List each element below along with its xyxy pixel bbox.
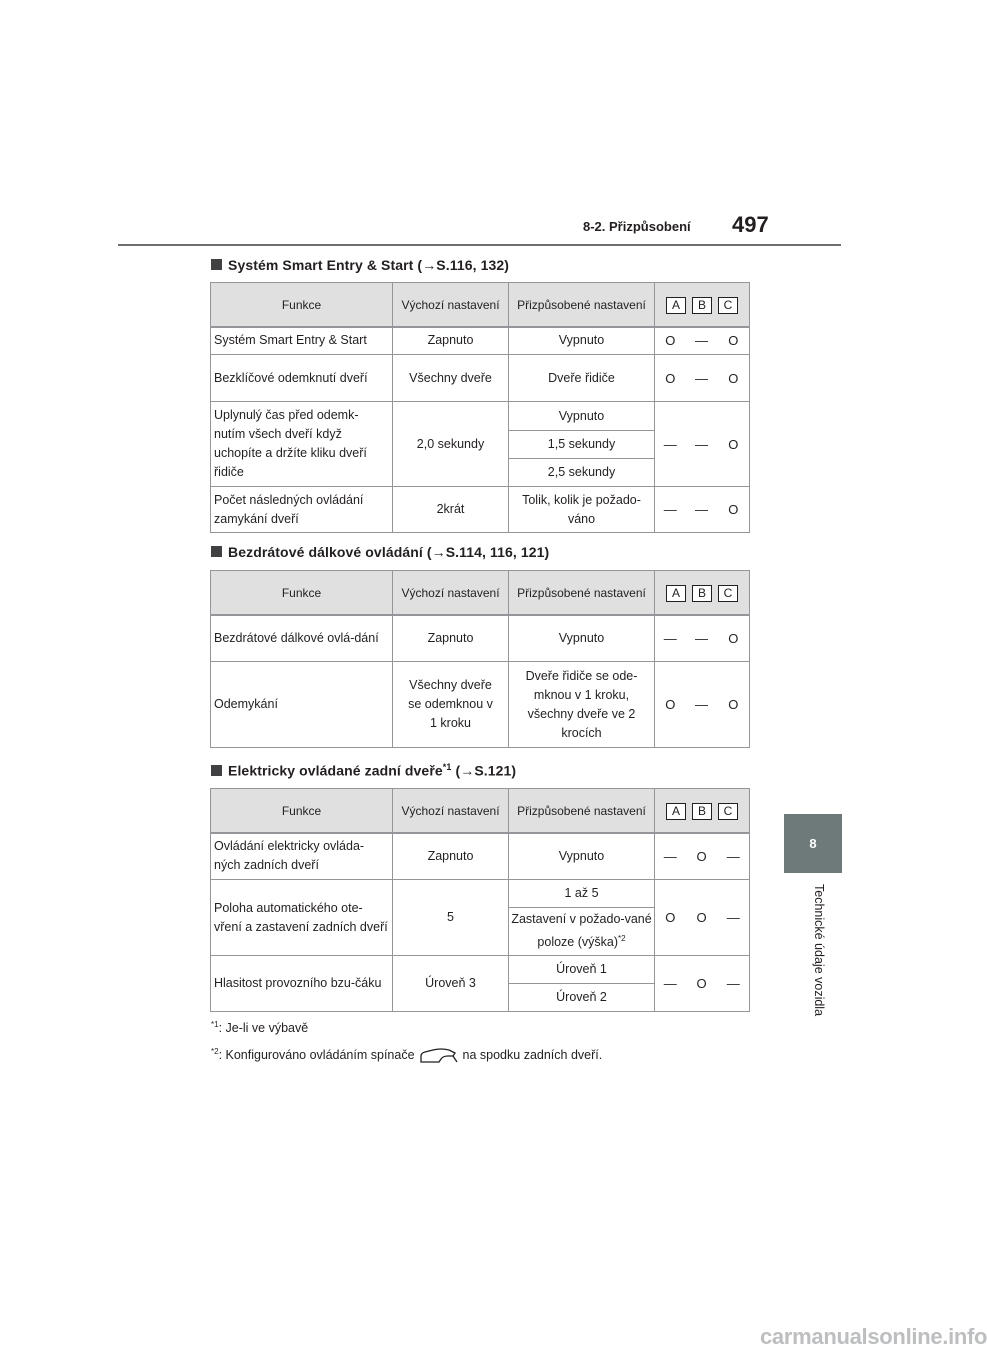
bullet-square-icon: [211, 546, 222, 557]
cell-custom: Vypnuto: [509, 327, 655, 355]
box-c: C: [718, 803, 738, 820]
table-row: [211, 355, 750, 402]
cell-a: O: [655, 662, 686, 748]
col-header-funkce: Funkce: [211, 789, 393, 834]
cell-custom: 1 až 5: [509, 880, 655, 908]
section-heading: 8-2. Přizpůsobení: [583, 219, 691, 234]
cell-custom: 1,5 sekundy: [509, 431, 655, 459]
cell-a: —: [655, 487, 686, 533]
power-door-table: [210, 788, 750, 834]
tailgate-switch-icon: [419, 1046, 459, 1067]
table-row: [211, 327, 750, 355]
box-b: B: [692, 803, 712, 820]
cell-funkce: Odemykání: [211, 662, 393, 748]
watermark: carmanualsonline.info: [760, 1324, 987, 1349]
cell-default: Úroveň 3: [393, 956, 509, 1012]
box-a: A: [666, 803, 686, 820]
smart-entry-table-body: [210, 326, 750, 533]
cell-a: O: [655, 327, 686, 355]
cell-c: O: [718, 355, 750, 402]
cell-a: —: [655, 402, 686, 487]
cell-default: 5: [393, 880, 509, 956]
cell-custom: Vypnuto: [509, 833, 655, 880]
box-b: B: [692, 297, 712, 314]
cell-funkce: Poloha automatického ote-vření a zastavení zadních dveří: [211, 880, 393, 956]
cell-custom: Vypnuto: [509, 402, 655, 431]
col-header-abc: [655, 283, 750, 328]
section-title-smart-entry: Systém Smart Entry & Start (→S.116, 132): [211, 257, 509, 273]
table-row: [211, 662, 750, 748]
table-row: [211, 880, 750, 908]
cell-c: O: [718, 615, 750, 662]
cell-default: 2krát: [393, 487, 509, 533]
cell-default: Zapnuto: [393, 615, 509, 662]
box-a: A: [666, 585, 686, 602]
col-header-default: Výchozí nastavení: [393, 789, 509, 834]
cell-custom: Úroveň 2: [509, 984, 655, 1012]
cell-custom: Vypnuto: [509, 615, 655, 662]
cell-a: —: [655, 615, 686, 662]
col-header-abc: [655, 571, 750, 616]
cell-b: —: [686, 402, 718, 487]
cell-b: O: [686, 833, 718, 880]
cell-custom: Úroveň 1: [509, 956, 655, 984]
cell-c: O: [718, 327, 750, 355]
cell-default: Zapnuto: [393, 833, 509, 880]
table-header-row: [211, 283, 750, 328]
cell-default: Všechny dveře se odemknou v 1 kroku: [393, 662, 509, 748]
cell-custom: Dveře řidiče: [509, 355, 655, 402]
cell-default: Všechny dveře: [393, 355, 509, 402]
cell-c: O: [718, 487, 750, 533]
cell-c: —: [718, 880, 750, 956]
cell-c: O: [718, 402, 750, 487]
chapter-title: Technické údaje vozidla: [812, 884, 826, 1017]
chapter-tab: 8: [784, 814, 842, 873]
bullet-square-icon: [211, 259, 222, 270]
smart-entry-table: [210, 282, 750, 328]
cell-custom: Tolik, kolik je požado-váno: [509, 487, 655, 533]
col-header-funkce: Funkce: [211, 283, 393, 328]
bullet-square-icon: [211, 765, 222, 776]
cell-a: —: [655, 833, 686, 880]
table-header-row: [211, 789, 750, 834]
cell-funkce: Hlasitost provozního bzu-čáku: [211, 956, 393, 1012]
cell-funkce: Uplynulý čas před odemk-nutím všech dveří když uchopíte a držíte kliku dveří řidiče: [211, 402, 393, 487]
footnote-2: $^{*2}$: Konfigurováno ovládáním spínače na spodku zadních dveří.: [211, 1046, 602, 1067]
col-header-funkce: Funkce: [211, 571, 393, 616]
cell-a: O: [655, 880, 686, 956]
col-header-abc: [655, 789, 750, 834]
cell-b: O: [686, 880, 718, 956]
table-row: [211, 402, 750, 431]
col-header-custom: Přizpůsobené nastavení: [509, 789, 655, 834]
cell-b: —: [686, 662, 718, 748]
cell-c: —: [718, 833, 750, 880]
box-c: C: [718, 297, 738, 314]
table-row: [211, 487, 750, 533]
cell-c: O: [718, 662, 750, 748]
cell-a: —: [655, 956, 686, 1012]
box-c: C: [718, 585, 738, 602]
col-header-default: Výchozí nastavení: [393, 283, 509, 328]
cell-b: O: [686, 956, 718, 1012]
cell-custom: Dveře řidiče se ode-mknou v 1 kroku, všechny dveře ve 2 krocích: [509, 662, 655, 748]
table-row: [211, 956, 750, 984]
power-door-table-body: [210, 832, 750, 1012]
cell-funkce: Systém Smart Entry & Start: [211, 327, 393, 355]
cell-default: 2,0 sekundy: [393, 402, 509, 487]
header-divider: [118, 244, 841, 246]
cell-b: —: [686, 327, 718, 355]
section-title-remote: Bezdrátové dálkové ovládání (→S.114, 116, 121): [211, 544, 549, 560]
cell-funkce: Bezklíčové odemknutí dveří: [211, 355, 393, 402]
cell-funkce: Počet následných ovládání zamykání dveří: [211, 487, 393, 533]
cell-funkce: Bezdrátové dálkové ovlá-dání: [211, 615, 393, 662]
col-header-custom: Přizpůsobené nastavení: [509, 283, 655, 328]
cell-b: —: [686, 487, 718, 533]
section-title-power-door: Elektricky ovládané zadní dveře$^{*1}$ (→S.121): [211, 762, 516, 779]
box-b: B: [692, 585, 712, 602]
cell-b: —: [686, 355, 718, 402]
cell-c: —: [718, 956, 750, 1012]
remote-table-body: [210, 614, 750, 748]
cell-b: —: [686, 615, 718, 662]
page-number: 497: [732, 212, 769, 237]
cell-default: Zapnuto: [393, 327, 509, 355]
box-a: A: [666, 297, 686, 314]
col-header-custom: Přizpůsobené nastavení: [509, 571, 655, 616]
cell-a: O: [655, 355, 686, 402]
remote-table: [210, 570, 750, 616]
table-row: [211, 833, 750, 880]
cell-funkce: Ovládání elektricky ovláda-ných zadních dveří: [211, 833, 393, 880]
cell-custom: 2,5 sekundy: [509, 459, 655, 487]
footnote-1: $^{*1}$: Je-li ve výbavě: [211, 1020, 309, 1036]
cell-custom: Zastavení v požado-vané poloze (výška)$^{*2}$: [509, 908, 655, 956]
table-row: [211, 615, 750, 662]
col-header-default: Výchozí nastavení: [393, 571, 509, 616]
table-header-row: [211, 571, 750, 616]
